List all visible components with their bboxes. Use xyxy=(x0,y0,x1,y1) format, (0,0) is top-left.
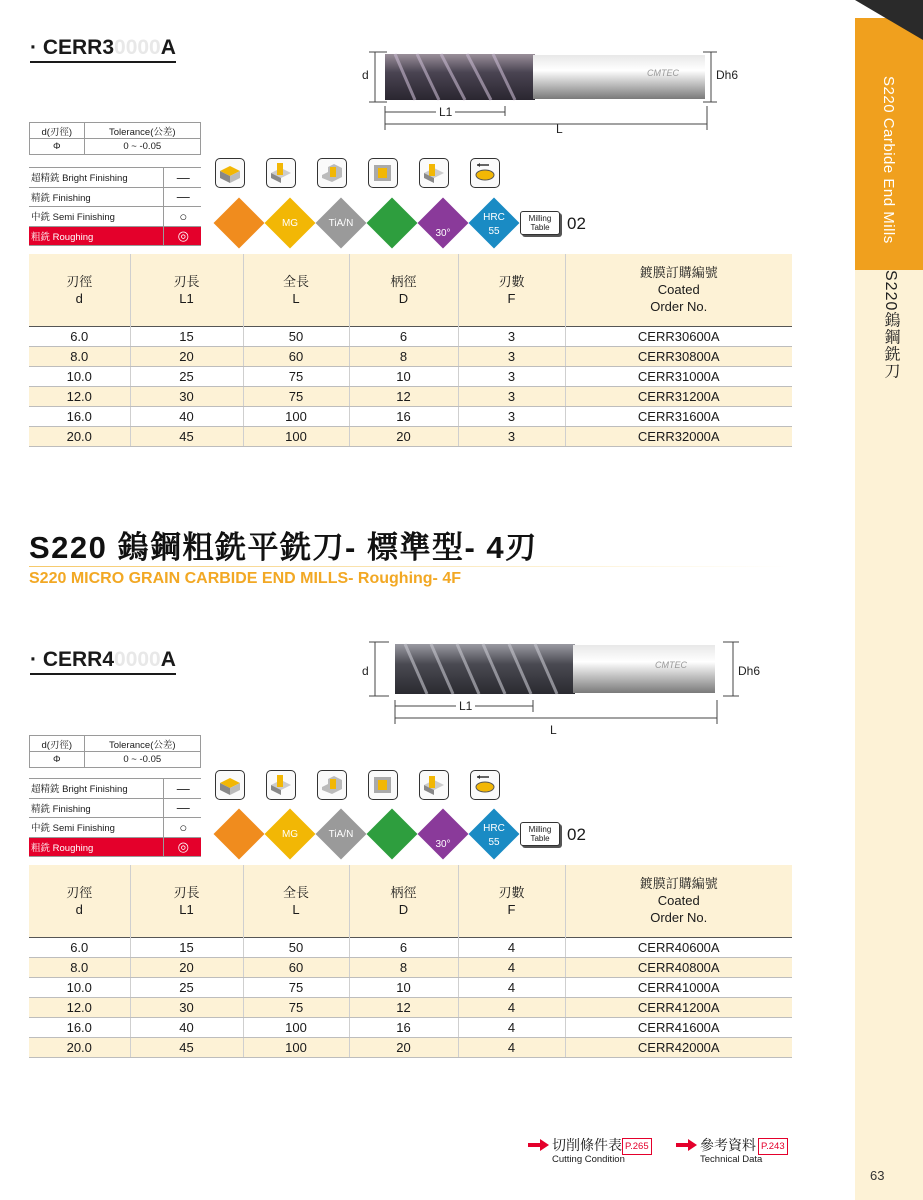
table-cell: 15 xyxy=(130,937,243,957)
col-header xyxy=(29,865,130,937)
milling-table-badge[interactable]: Milling Table xyxy=(520,211,560,235)
table-cell: 3 xyxy=(458,406,565,426)
header-text: d xyxy=(75,901,83,917)
header-text: 鍍膜訂購編號 xyxy=(639,265,718,281)
table-cell: 8.0 xyxy=(29,957,130,977)
col-header xyxy=(243,254,349,326)
sidebar-lower xyxy=(855,270,923,1200)
spec-table-4f xyxy=(29,865,792,1058)
table-cell: 100 xyxy=(243,406,349,426)
header-text: Coated xyxy=(657,893,700,909)
table-row xyxy=(29,937,792,957)
table-cell: 50 xyxy=(243,326,349,346)
finish-mark: — xyxy=(163,798,201,818)
header-text: 柄徑 xyxy=(390,884,417,900)
title-prefix: · CERR3 xyxy=(30,36,115,59)
table-cell: CERR41200A xyxy=(565,997,792,1017)
table-cell: 12.0 xyxy=(29,386,130,406)
table-cell: 45 xyxy=(130,426,243,446)
dim-l1: L1 xyxy=(436,105,455,119)
finish-label: 精銑 Finishing xyxy=(29,798,163,818)
header-text: 刃長 xyxy=(173,884,200,900)
table-cell: 20 xyxy=(130,957,243,977)
page-title: S220 鎢鋼粗銑平銑刀- 標準型- 4刃 xyxy=(29,530,538,565)
table-cell: 60 xyxy=(243,346,349,366)
pocket-icon xyxy=(368,158,398,188)
tol-sym: Φ xyxy=(30,139,85,155)
slotting-icon xyxy=(215,770,245,800)
table-cell: 3 xyxy=(458,326,565,346)
table-cell: 100 xyxy=(243,1017,349,1037)
table-cell: CERR31600A xyxy=(565,406,792,426)
end-type-icon xyxy=(367,809,418,860)
table-cell: 12 xyxy=(349,386,458,406)
plunge-icon xyxy=(419,770,449,800)
slotting-icon xyxy=(215,158,245,188)
tolerance-table-4f xyxy=(29,735,201,768)
table-cell: CERR40600A xyxy=(565,937,792,957)
table-cell: CERR30800A xyxy=(565,346,792,366)
footer-en: Cutting Condition xyxy=(552,1154,625,1165)
header-text: F xyxy=(507,901,516,917)
table-row xyxy=(29,326,792,346)
finish-label: 中銑 Semi Finishing xyxy=(29,207,163,227)
mg-label: MG xyxy=(281,829,299,840)
col-header-order xyxy=(565,865,792,937)
helix-icon xyxy=(418,809,469,860)
dim-l1: L1 xyxy=(456,699,475,713)
table-cell: 15 xyxy=(130,326,243,346)
table-row xyxy=(29,1037,792,1057)
title-prefix: · CERR4 xyxy=(30,648,115,671)
table-cell: 20 xyxy=(130,346,243,366)
finish-mark: ◎ xyxy=(163,226,201,246)
finish-mark: ◎ xyxy=(163,837,201,857)
coating-label: TiA/N xyxy=(328,829,354,840)
footer-technical-data[interactable] xyxy=(676,1135,785,1165)
table-cell: 45 xyxy=(130,1037,243,1057)
header-text: F xyxy=(507,290,516,306)
finish-mark: — xyxy=(163,779,201,799)
table-cell: 20 xyxy=(349,426,458,446)
table-cell: 3 xyxy=(458,346,565,366)
col-header xyxy=(349,254,458,326)
table-cell: 75 xyxy=(243,997,349,1017)
table-cell: 75 xyxy=(243,977,349,997)
table-row xyxy=(29,997,792,1017)
hrc-label: HRC xyxy=(483,212,505,223)
table-cell: 10.0 xyxy=(29,366,130,386)
col-header xyxy=(458,254,565,326)
table-cell: 4 xyxy=(458,997,565,1017)
table-cell: 6.0 xyxy=(29,326,130,346)
finish-label: 粗銑 Roughing xyxy=(29,837,163,857)
section-title-cerr3 xyxy=(30,36,176,63)
flute-icon xyxy=(214,809,265,860)
page-number: 63 xyxy=(870,1168,885,1183)
table-cell: CERR31000A xyxy=(565,366,792,386)
table-cell: 10 xyxy=(349,977,458,997)
shoulder-icon xyxy=(266,770,296,800)
table-cell: 30 xyxy=(130,997,243,1017)
table-cell: 6.0 xyxy=(29,937,130,957)
header-text: 刃數 xyxy=(498,273,525,289)
finish-label: 精銑 Finishing xyxy=(29,187,163,207)
table-cell: CERR30600A xyxy=(565,326,792,346)
finish-label: 中銑 Semi Finishing xyxy=(29,818,163,838)
table-cell: 10.0 xyxy=(29,977,130,997)
table-row xyxy=(29,957,792,977)
header-text: 鍍膜訂購編號 xyxy=(639,876,718,892)
tol-val: 0 ~ -0.05 xyxy=(84,752,200,768)
finish-label: 超精銑 Bright Finishing xyxy=(29,168,163,188)
finish-mark: — xyxy=(163,168,201,188)
arrow-right-icon xyxy=(676,1139,698,1151)
header-text: Coated xyxy=(657,282,700,298)
tol-header-d: d(刃徑) xyxy=(30,123,85,139)
dim-l: L xyxy=(556,122,563,136)
table-cell: 12.0 xyxy=(29,997,130,1017)
table-cell: CERR41600A xyxy=(565,1017,792,1037)
milling-table-number: 02 xyxy=(567,214,586,233)
hrc-badge xyxy=(469,198,520,249)
ramping-icon xyxy=(470,770,500,800)
helix-label: 30° xyxy=(435,228,451,239)
table-cell: 20.0 xyxy=(29,1037,130,1057)
plunge-icon xyxy=(419,158,449,188)
footer-cutting-condition[interactable] xyxy=(528,1135,649,1165)
header-text: Order No. xyxy=(650,910,708,926)
col-header xyxy=(243,865,349,937)
page-subtitle: S220 MICRO GRAIN CARBIDE END MILLS- Roughing- 4F xyxy=(29,570,461,587)
tol-header-tol: Tolerance(公差) xyxy=(84,736,200,752)
table-cell: 4 xyxy=(458,937,565,957)
helix-label: 30° xyxy=(435,839,451,850)
header-text: d xyxy=(75,290,83,306)
finish-label: 粗銑 Roughing xyxy=(29,226,163,246)
dim-dh6: Dh6 xyxy=(738,664,761,678)
pocket-icon xyxy=(368,770,398,800)
header-text: L xyxy=(292,901,300,917)
section-title-cerr4 xyxy=(30,648,176,675)
table-cell: 40 xyxy=(130,406,243,426)
table-cell: 3 xyxy=(458,426,565,446)
table-cell: 100 xyxy=(243,426,349,446)
table-cell: 12 xyxy=(349,997,458,1017)
table-cell: 16 xyxy=(349,1017,458,1037)
table-cell: 60 xyxy=(243,957,349,977)
header-text: 全長 xyxy=(282,884,309,900)
table-cell: 16.0 xyxy=(29,1017,130,1037)
hrc-badge xyxy=(469,809,520,860)
shoulder-icon xyxy=(266,158,296,188)
header-text: L1 xyxy=(179,290,194,306)
table-cell: CERR41000A xyxy=(565,977,792,997)
table-row xyxy=(29,977,792,997)
coating-label: TiA/N xyxy=(328,218,354,229)
col-header xyxy=(349,865,458,937)
table-cell: 25 xyxy=(130,366,243,386)
col-header xyxy=(130,254,243,326)
tol-header-d: d(刃徑) xyxy=(30,736,85,752)
table-cell: 100 xyxy=(243,1037,349,1057)
finishing-table-4f xyxy=(29,778,201,857)
title-suffix: A xyxy=(160,648,176,671)
table-row xyxy=(29,346,792,366)
header-text: 刃長 xyxy=(173,273,200,289)
title-faded: 0000 xyxy=(114,36,161,59)
table-cell: CERR31200A xyxy=(565,386,792,406)
tool-drawing-3f xyxy=(355,44,755,144)
table-cell: 3 xyxy=(458,386,565,406)
table-cell: 50 xyxy=(243,937,349,957)
end-type-icon xyxy=(367,198,418,249)
sidebar-zh-label: S220鎢鋼銑刀 xyxy=(882,270,899,380)
hrc-label: HRC xyxy=(483,823,505,834)
sidebar xyxy=(855,0,923,1200)
tol-sym: Φ xyxy=(30,752,85,768)
table-cell: 3 xyxy=(458,366,565,386)
table-cell: 6 xyxy=(349,326,458,346)
table-cell: 4 xyxy=(458,1017,565,1037)
helix-icon xyxy=(418,198,469,249)
footer-en: Technical Data xyxy=(700,1154,763,1165)
col-header xyxy=(29,254,130,326)
svg-text:CMTEC: CMTEC xyxy=(655,660,687,670)
table-cell: 75 xyxy=(243,366,349,386)
tol-header-tol: Tolerance(公差) xyxy=(84,123,200,139)
header-text: Order No. xyxy=(650,299,708,315)
table-cell: 20.0 xyxy=(29,426,130,446)
footer-zh: 切削條件表 xyxy=(552,1137,622,1153)
title-suffix: A xyxy=(160,36,176,59)
table-cell: 16.0 xyxy=(29,406,130,426)
header-text: 刃徑 xyxy=(66,884,93,900)
mg-label: MG xyxy=(281,218,299,229)
header-text: D xyxy=(398,901,409,917)
tolerance-table-3f xyxy=(29,122,201,155)
header-text: 柄徑 xyxy=(390,273,417,289)
table-cell: 4 xyxy=(458,1037,565,1057)
dim-d: d xyxy=(362,68,369,82)
table-cell: 4 xyxy=(458,957,565,977)
col-header-order xyxy=(565,254,792,326)
table-cell: 8 xyxy=(349,957,458,977)
step-icon xyxy=(317,770,347,800)
table-cell: CERR32000A xyxy=(565,426,792,446)
finish-mark: ○ xyxy=(163,818,201,838)
finishing-table-3f xyxy=(29,167,201,246)
milling-table-number: 02 xyxy=(567,825,586,844)
footer-zh: 參考資料 xyxy=(700,1137,756,1153)
table-cell: 20 xyxy=(349,1037,458,1057)
title-faded: 0000 xyxy=(114,648,161,671)
footer-page-ref[interactable]: P.243 xyxy=(758,1138,788,1155)
table-cell: 8.0 xyxy=(29,346,130,366)
header-text: L xyxy=(292,290,300,306)
table-row xyxy=(29,406,792,426)
table-row xyxy=(29,1017,792,1037)
table-cell: 10 xyxy=(349,366,458,386)
ramping-icon xyxy=(470,158,500,188)
table-cell: 6 xyxy=(349,937,458,957)
dim-l: L xyxy=(550,723,557,737)
table-cell: 30 xyxy=(130,386,243,406)
title-divider xyxy=(29,566,789,567)
header-text: 刃數 xyxy=(498,884,525,900)
finish-mark: ○ xyxy=(163,207,201,227)
svg-text:CMTEC: CMTEC xyxy=(647,68,679,78)
tol-val: 0 ~ -0.05 xyxy=(84,139,200,155)
table-cell: 75 xyxy=(243,386,349,406)
hrc-value: 55 xyxy=(488,226,500,237)
sidebar-tab-label: S220 Carbide End Mills xyxy=(880,76,897,244)
table-row xyxy=(29,426,792,446)
dim-dh6: Dh6 xyxy=(716,68,739,82)
flute-icon xyxy=(214,198,265,249)
header-text: L1 xyxy=(179,901,194,917)
header-text: D xyxy=(398,290,409,306)
milling-table-badge[interactable]: Milling Table xyxy=(520,822,560,846)
table-cell: CERR42000A xyxy=(565,1037,792,1057)
header-text: 全長 xyxy=(282,273,309,289)
table-cell: 25 xyxy=(130,977,243,997)
hrc-value: 55 xyxy=(488,837,500,848)
spec-table-3f xyxy=(29,254,792,447)
tool-drawing-4f xyxy=(365,638,765,738)
dim-d: d xyxy=(362,664,369,678)
table-cell: CERR40800A xyxy=(565,957,792,977)
footer-page-ref[interactable]: P.265 xyxy=(622,1138,652,1155)
table-cell: 40 xyxy=(130,1017,243,1037)
arrow-right-icon xyxy=(528,1139,550,1151)
table-cell: 4 xyxy=(458,977,565,997)
step-icon xyxy=(317,158,347,188)
table-cell: 16 xyxy=(349,406,458,426)
sidebar-tab[interactable] xyxy=(855,18,923,270)
table-cell: 8 xyxy=(349,346,458,366)
header-text: 刃徑 xyxy=(66,273,93,289)
col-header xyxy=(458,865,565,937)
col-header xyxy=(130,865,243,937)
finish-mark: — xyxy=(163,187,201,207)
table-row xyxy=(29,366,792,386)
table-row xyxy=(29,386,792,406)
finish-label: 超精銑 Bright Finishing xyxy=(29,779,163,799)
